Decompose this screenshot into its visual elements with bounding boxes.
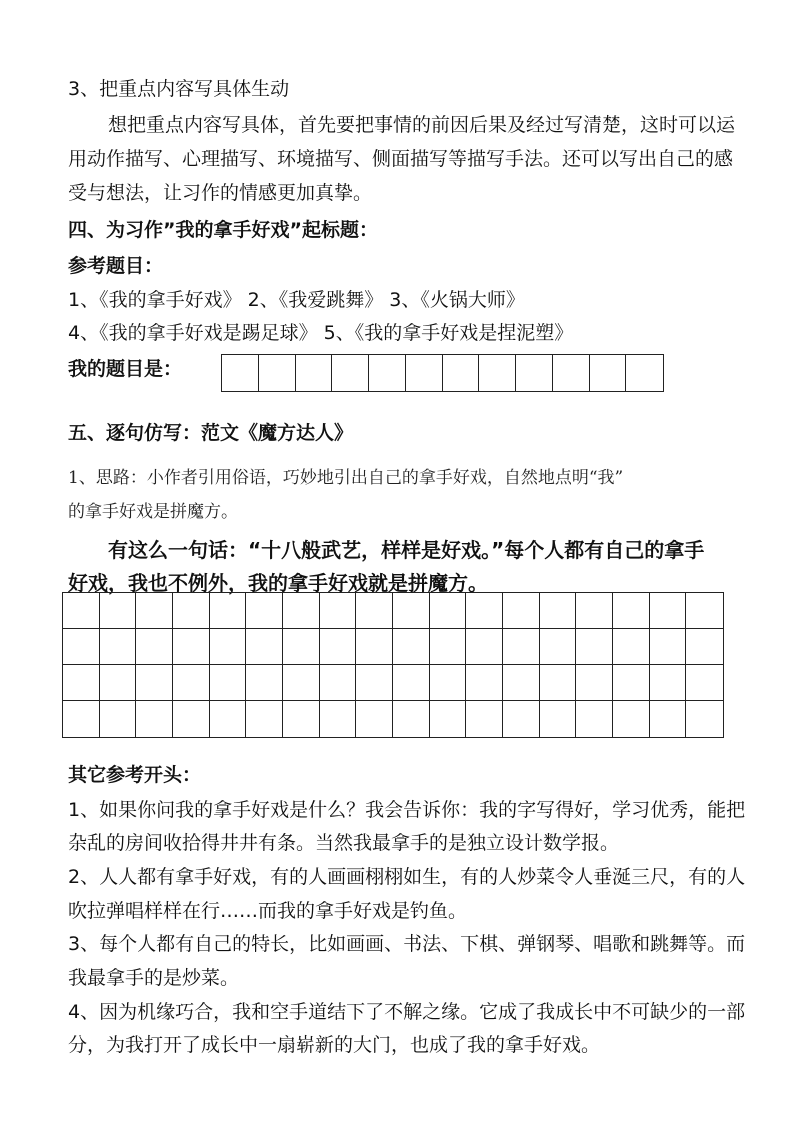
grid-cell[interactable] — [540, 629, 577, 665]
grid-cell[interactable] — [210, 701, 247, 737]
title-box[interactable] — [516, 355, 553, 391]
writing-grid[interactable] — [62, 592, 724, 738]
section4-heading: 四、为习作”我的拿手好戏”起标题： — [68, 219, 378, 241]
title-box[interactable] — [296, 355, 333, 391]
grid-cell[interactable] — [100, 665, 137, 701]
grid-cell[interactable] — [430, 593, 467, 629]
grid-cell[interactable] — [210, 629, 247, 665]
opening-line: 吹拉弹唱样样在行……而我的拿手好戏是钓鱼。 — [68, 900, 468, 922]
title-box[interactable] — [553, 355, 590, 391]
grid-cell[interactable] — [576, 593, 613, 629]
title-box[interactable] — [590, 355, 627, 391]
grid-cell[interactable] — [320, 665, 357, 701]
grid-cell[interactable] — [650, 629, 687, 665]
grid-cell[interactable] — [246, 593, 283, 629]
opening-line: 3、每个人都有自己的特长，比如画画、书法、下棋、弹钢琴、唱歌和跳舞等。而 — [68, 933, 746, 955]
grid-cell[interactable] — [173, 665, 210, 701]
grid-cell[interactable] — [613, 665, 650, 701]
section3-heading: 3、把重点内容写具体生动 — [68, 78, 290, 100]
grid-cell[interactable] — [466, 629, 503, 665]
title-box[interactable] — [369, 355, 406, 391]
grid-cell[interactable] — [356, 629, 393, 665]
opening-line: 分，为我打开了成长中一扇崭新的大门，也成了我的拿手好戏。 — [68, 1034, 601, 1056]
grid-cell[interactable] — [63, 665, 100, 701]
section5-heading: 五、逐句仿写：范文《魔方达人》 — [68, 422, 354, 444]
grid-cell[interactable] — [613, 593, 650, 629]
sample-sentence-line: 有这么一句话：“十八般武艺，样样是好戏。”每个人都有自己的拿手 — [108, 538, 705, 562]
grid-cell[interactable] — [320, 593, 357, 629]
grid-cell[interactable] — [63, 701, 100, 737]
grid-cell[interactable] — [613, 629, 650, 665]
grid-cell[interactable] — [540, 701, 577, 737]
grid-cell[interactable] — [686, 665, 723, 701]
grid-cell[interactable] — [100, 593, 137, 629]
grid-cell[interactable] — [63, 629, 100, 665]
sample-sentence-line: 好戏，我也不例外，我的拿手好戏就是拼魔方。 — [68, 571, 488, 595]
grid-cell[interactable] — [63, 593, 100, 629]
grid-cell[interactable] — [100, 701, 137, 737]
grid-cell[interactable] — [173, 701, 210, 737]
opening-line: 2、人人都有拿手好戏，有的人画画栩栩如生，有的人炒菜令人垂涎三尺，有的人 — [68, 866, 746, 888]
grid-cell[interactable] — [393, 629, 430, 665]
grid-cell[interactable] — [283, 701, 320, 737]
grid-cell[interactable] — [576, 629, 613, 665]
grid-cell[interactable] — [320, 629, 357, 665]
title-box[interactable] — [443, 355, 480, 391]
grid-cell[interactable] — [686, 629, 723, 665]
reference-titles-label: 参考题目： — [68, 255, 164, 277]
grid-cell[interactable] — [136, 701, 173, 737]
opening-line: 杂乱的房间收拾得井井有条。当然我最拿手的是独立设计数学报。 — [68, 832, 620, 854]
section3-paragraph-line: 受与想法，让习作的情感更加真挚。 — [68, 182, 373, 204]
grid-cell[interactable] — [503, 665, 540, 701]
grid-cell[interactable] — [466, 665, 503, 701]
grid-cell[interactable] — [210, 665, 247, 701]
grid-cell[interactable] — [173, 629, 210, 665]
reference-titles-line: 4、《我的拿手好戏是踢足球》 5、《我的拿手好戏是捏泥塑》 — [68, 322, 574, 344]
grid-cell[interactable] — [686, 593, 723, 629]
grid-cell[interactable] — [356, 665, 393, 701]
title-box[interactable] — [332, 355, 369, 391]
section3-paragraph-line: 想把重点内容写具体，首先要把事情的前因后果及经过写清楚，这时可以运 — [108, 114, 736, 136]
grid-cell[interactable] — [100, 629, 137, 665]
grid-cell[interactable] — [246, 701, 283, 737]
opening-line: 1、如果你问我的拿手好戏是什么？我会告诉你：我的字写得好，学习优秀，能把 — [68, 799, 746, 821]
grid-cell[interactable] — [540, 593, 577, 629]
grid-cell[interactable] — [393, 593, 430, 629]
grid-cell[interactable] — [503, 593, 540, 629]
title-box[interactable] — [222, 355, 259, 391]
grid-cell[interactable] — [650, 701, 687, 737]
grid-cell[interactable] — [503, 701, 540, 737]
grid-cell[interactable] — [136, 665, 173, 701]
grid-cell[interactable] — [320, 701, 357, 737]
grid-cell[interactable] — [136, 629, 173, 665]
grid-cell[interactable] — [466, 701, 503, 737]
grid-cell[interactable] — [283, 629, 320, 665]
grid-cell[interactable] — [466, 593, 503, 629]
title-box[interactable] — [479, 355, 516, 391]
my-title-label: 我的题目是： — [68, 358, 183, 380]
grid-cell[interactable] — [430, 629, 467, 665]
opening-line: 4、因为机缘巧合，我和空手道结下了不解之缘。它成了我成长中不可缺少的一部 — [68, 1001, 746, 1023]
idea-line: 的拿手好戏是拼魔方。 — [68, 502, 238, 522]
grid-cell[interactable] — [650, 665, 687, 701]
grid-cell[interactable] — [503, 629, 540, 665]
grid-cell[interactable] — [173, 593, 210, 629]
grid-cell[interactable] — [613, 701, 650, 737]
my-title-boxes[interactable] — [221, 354, 664, 392]
idea-line: 1、思路：小作者引用俗语，巧妙地引出自己的拿手好戏，自然地点明“我” — [68, 468, 624, 488]
grid-cell[interactable] — [246, 629, 283, 665]
title-box[interactable] — [626, 355, 663, 391]
openings-heading: 其它参考开头： — [68, 764, 202, 786]
title-box[interactable] — [259, 355, 296, 391]
title-box[interactable] — [406, 355, 443, 391]
grid-cell[interactable] — [576, 665, 613, 701]
grid-cell[interactable] — [540, 665, 577, 701]
grid-cell[interactable] — [356, 593, 393, 629]
grid-cell[interactable] — [393, 665, 430, 701]
grid-cell[interactable] — [393, 701, 430, 737]
grid-cell[interactable] — [283, 665, 320, 701]
grid-cell[interactable] — [576, 701, 613, 737]
grid-cell[interactable] — [356, 701, 393, 737]
section3-paragraph-line: 用动作描写、心理描写、环境描写、侧面描写等描写手法。还可以写出自己的感 — [68, 148, 734, 170]
opening-line: 我最拿手的是炒菜。 — [68, 967, 240, 989]
grid-cell[interactable] — [136, 593, 173, 629]
grid-cell[interactable] — [650, 593, 687, 629]
reference-titles-line: 1、《我的拿手好戏》 2、《我爱跳舞》 3、《火锅大师》 — [68, 289, 525, 311]
grid-cell[interactable] — [210, 593, 247, 629]
grid-cell[interactable] — [430, 701, 467, 737]
grid-cell[interactable] — [283, 593, 320, 629]
grid-cell[interactable] — [246, 665, 283, 701]
grid-cell[interactable] — [430, 665, 467, 701]
grid-cell[interactable] — [686, 701, 723, 737]
